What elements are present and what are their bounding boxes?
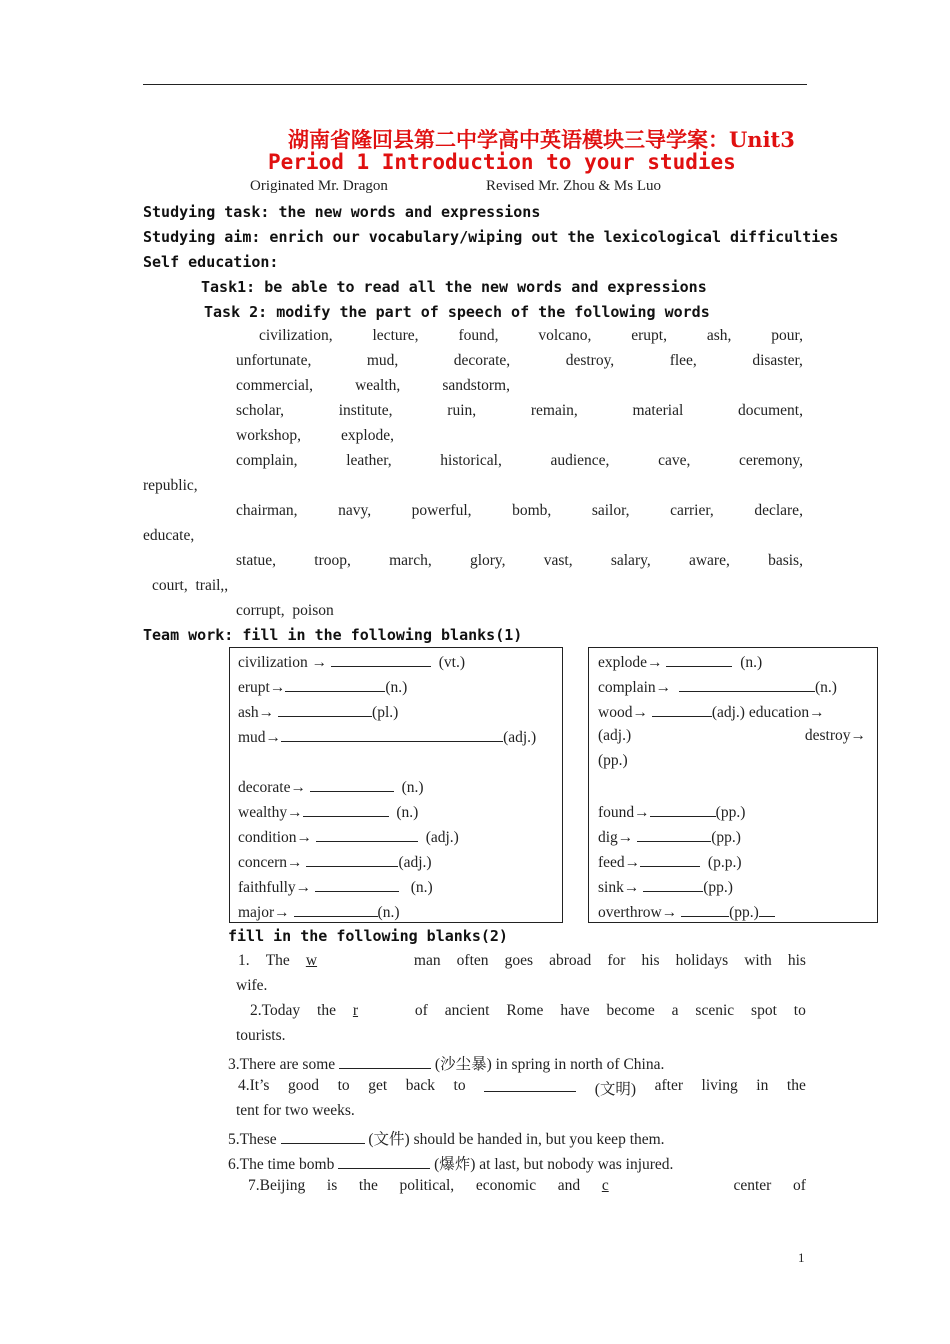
right-item-8: feed→ (p.p.) [598, 854, 742, 871]
answer-blank[interactable] [303, 802, 389, 817]
left-item-5: decorate→ (n.) [238, 779, 424, 796]
word-row-2 [236, 352, 803, 370]
word: salary, [610, 552, 651, 569]
left-item-1: civilization → (vt.) [238, 654, 465, 671]
word: basis, [768, 552, 803, 569]
right-item-7: dig→ (pp.) [598, 829, 741, 846]
answer-blank[interactable] [306, 852, 398, 867]
word: disaster, [752, 352, 803, 369]
right-item-6: found→ (pp.) [598, 804, 746, 821]
word: explode, [341, 427, 394, 444]
answer-blank[interactable] [294, 902, 378, 917]
word: destroy, [565, 352, 615, 369]
right-item-9: sink→ (pp.) [598, 879, 733, 896]
word-court-trail: court, trail,, [152, 577, 229, 594]
left-item-3: ash→ (pl.) [238, 704, 399, 721]
answer-blank[interactable] [339, 1054, 431, 1069]
sentence-7: 7.Beijing is the political, economic and c center of [248, 1177, 806, 1194]
sentence-4b: tent for two weeks. [236, 1102, 355, 1119]
word: declare, [754, 502, 803, 519]
word: flee, [669, 352, 697, 369]
answer-blank[interactable] [281, 727, 503, 742]
word: material [632, 402, 684, 419]
word-row-3 [236, 377, 510, 395]
word: wealth, [355, 377, 401, 394]
word: glory, [469, 552, 506, 569]
word-row-5 [236, 427, 394, 445]
sentence-1b: wife. [236, 977, 268, 994]
credits-originated: Originated Mr. Dragon [250, 178, 388, 194]
answer-blank[interactable] [281, 1129, 365, 1144]
sentence-4: 4.It’s good to get back to (文明) after living in the [238, 1077, 806, 1098]
word: decorate, [453, 352, 511, 369]
word-republic: republic, [143, 477, 198, 494]
word: historical, [440, 452, 502, 469]
word: civilization, [259, 327, 333, 344]
word: mud, [366, 352, 399, 369]
word: ruin, [447, 402, 477, 419]
word: lecture, [372, 327, 419, 344]
word: document, [737, 402, 803, 419]
left-item-8: concern→ (adj.) [238, 854, 432, 871]
sentence-6: 6.The time bomb (爆炸) at last, but nobody was injured. [228, 1156, 674, 1173]
task1: Task1: be able to read all the new words and expressions [201, 278, 707, 296]
right-item-10: overthrow→ (pp.) [598, 902, 775, 922]
word: complain, [236, 452, 298, 469]
word: workshop, [236, 427, 302, 444]
word-row-7 [236, 502, 803, 520]
word-row-4 [236, 402, 803, 420]
answer-blank[interactable]: r [352, 1002, 359, 1019]
answer-blank[interactable] [652, 702, 712, 717]
sentence-1: 1. The w man often goes abroad for his holidays with his [238, 952, 806, 969]
right-item-4: (adj.) destroy→ [598, 727, 866, 744]
word: ceremony, [738, 452, 803, 469]
left-item-9: faithfully→ (n.) [238, 879, 433, 896]
self-education: Self education: [143, 253, 279, 271]
page-title-line1: 湖南省隆回县第二中学高中英语模块三导学案：Unit3 [288, 127, 795, 152]
answer-blank[interactable] [285, 677, 385, 692]
right-item-1: explode→ (n.) [598, 654, 763, 671]
answer-blank[interactable] [310, 777, 394, 792]
answer-blank[interactable] [643, 877, 703, 892]
page-number: 1 [798, 1250, 805, 1265]
answer-blank[interactable] [278, 702, 372, 717]
credits-revised: Revised Mr. Zhou & Ms Luo [486, 178, 661, 194]
word: remain, [530, 402, 578, 419]
right-item-2: complain→ (n.) [598, 679, 837, 696]
left-item-2: erupt→ (n.) [238, 679, 408, 696]
word: troop, [314, 552, 351, 569]
answer-blank[interactable] [666, 652, 732, 667]
right-item-5: (pp.) [598, 752, 628, 769]
word: statue, [236, 552, 277, 569]
team-work-heading: Team work: fill in the following blanks(1) [143, 626, 523, 644]
answer-blank[interactable] [316, 827, 418, 842]
word: march, [389, 552, 432, 569]
word: pour, [771, 327, 803, 344]
left-item-7: condition→ (adj.) [238, 829, 459, 846]
word-row-8 [236, 552, 803, 570]
studying-task: Studying task: the new words and expressions [143, 203, 541, 221]
top-rule [143, 84, 807, 85]
word: found, [458, 327, 499, 344]
sentence-5: 5.These (文件) should be handed in, but you keep them. [228, 1131, 665, 1148]
answer-blank[interactable] [331, 652, 431, 667]
word: scholar, [236, 402, 285, 419]
right-item-3: wood→ (adj.) education→ [598, 704, 825, 721]
answer-blank[interactable] [315, 877, 399, 892]
word: audience, [550, 452, 610, 469]
answer-blank[interactable] [637, 827, 711, 842]
word: cave, [658, 452, 691, 469]
word: chairman, [236, 502, 298, 519]
sentence-2b: tourists. [236, 1027, 286, 1044]
word: volcano, [538, 327, 592, 344]
word-corrupt-poison: corrupt, poison [236, 602, 334, 619]
word: institute, [338, 402, 393, 419]
word: ash, [706, 327, 732, 344]
word: aware, [688, 552, 730, 569]
answer-blank[interactable] [484, 1077, 576, 1092]
left-item-4: mud→ (adj.) [238, 729, 537, 746]
answer-blank[interactable]: c [601, 1177, 609, 1194]
word: powerful, [411, 502, 472, 519]
left-item-10: major→ (n.) [238, 904, 400, 921]
word: sandstorm, [442, 377, 510, 394]
word: sailor, [591, 502, 630, 519]
word: bomb, [512, 502, 552, 519]
answer-blank[interactable] [650, 802, 716, 817]
answer-blank[interactable] [679, 677, 815, 692]
word: carrier, [670, 502, 714, 519]
word: unfortunate, [236, 352, 312, 369]
task2: Task 2: modify the part of speech of the following words [204, 303, 710, 321]
word-educate: educate, [143, 527, 195, 544]
answer-blank[interactable] [338, 1154, 430, 1169]
answer-blank[interactable]: w [305, 952, 318, 969]
word: leather, [346, 452, 392, 469]
page-title-line2: Period 1 Introduction to your studies [268, 150, 736, 174]
word-row-1 [259, 327, 803, 345]
answer-blank[interactable] [681, 902, 729, 917]
word-row-6 [236, 452, 803, 470]
sentence-2: 2.Today the r of ancient Rome have become a scenic spot to [250, 1002, 806, 1019]
fill2-heading: fill in the following blanks(2) [228, 927, 508, 945]
word: navy, [338, 502, 372, 519]
left-item-6: wealthy→ (n.) [238, 804, 419, 821]
word: vast, [543, 552, 573, 569]
sentence-3: 3.There are some (沙尘暴) in spring in north of China. [228, 1056, 665, 1073]
word: commercial, [236, 377, 314, 394]
answer-blank[interactable] [640, 852, 700, 867]
studying-aim: Studying aim: enrich our vocabulary/wiping out the lexicological difficulties [143, 228, 839, 246]
word: erupt, [631, 327, 667, 344]
